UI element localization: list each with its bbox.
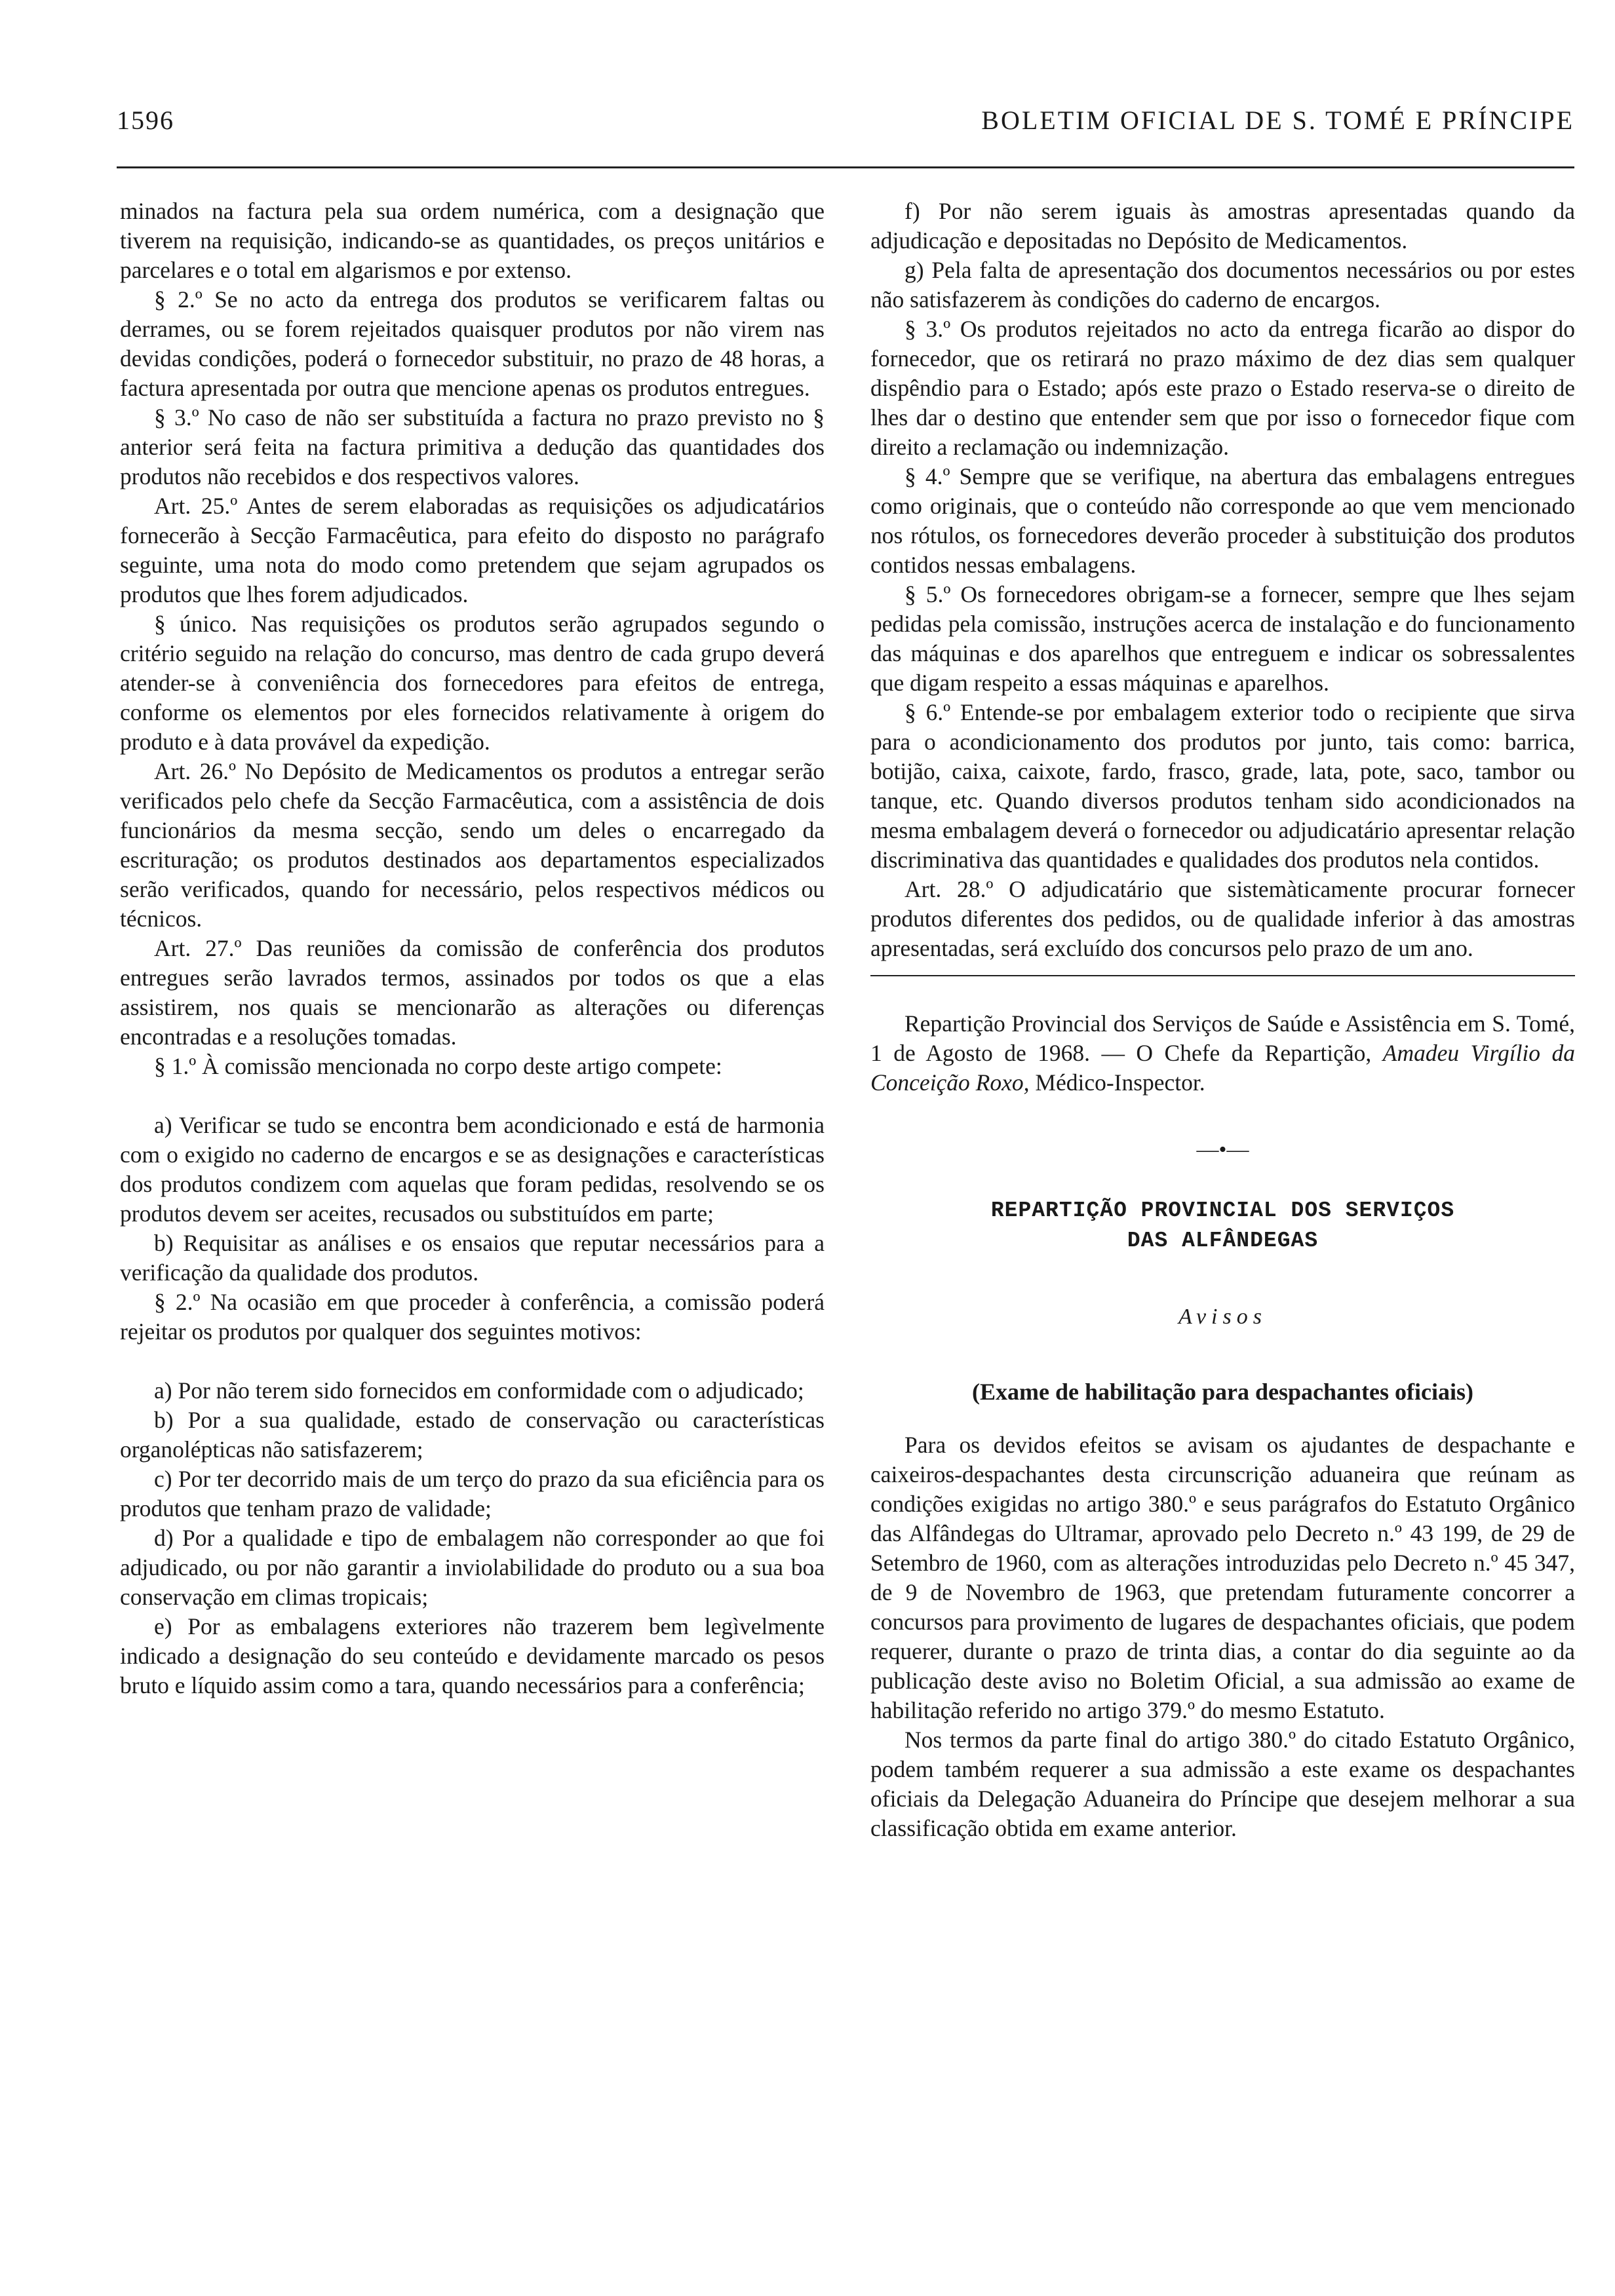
left-paragraph: a) Por não terem sido fornecidos em conformidade com o adjudicado; xyxy=(154,1377,804,1404)
notice-paragraph-2: Nos termos da parte final do artigo 380.º do citado Estatuto Orgânico, podem também requerer a sua admissão a este exame os despachantes oficiais da Delegação Aduaneira do Príncipe que desejem melhorar a sua classificação obtida em exame anterior. xyxy=(870,1727,1575,1841)
left-paragraph: Art. 25.º Antes de serem elaboradas as requisições os adjudicatários fornecerão à Secção Farmacêutica, para efeito do disposto no parágrafo seguinte, uma nota do modo como pretendem que sejam agrupados os produtos que lhes forem adjudicados. xyxy=(120,493,825,607)
ornament-divider: —•— xyxy=(1196,1138,1249,1162)
left-paragraph: a) Verificar se tudo se encontra bem acondicionado e está de harmonia com o exigido no caderno de encargos e se as designações e características dos produtos condizem com aquelas que foram pedidas, resolvendo se os produtos devem ser aceites, recusados ou substituídos em parte; xyxy=(120,1112,825,1227)
left-paragraph: Art. 27.º Das reuniões da comissão de conferência dos produtos entregues serão lavrados termos, assinados por todos os que a elas assistirem, nos quais se mencionarão as alterações ou diferenças encontradas e a resoluções tomadas. xyxy=(120,935,825,1050)
section-heading-line2: DAS ALFÂNDEGAS xyxy=(1127,1229,1319,1253)
header-rule xyxy=(117,166,1574,168)
signatory-name: Amadeu Virgílio da Conceição Roxo, xyxy=(870,1040,1575,1096)
left-paragraph: § 1.º À comissão mencionada no corpo deste artigo compete: xyxy=(154,1053,722,1079)
right-column xyxy=(870,197,1575,1843)
section-end-rule xyxy=(870,975,1575,976)
page-header xyxy=(117,105,1574,151)
left-paragraph: b) Por a sua qualidade, estado de conservação ou características organolépticas não satisfazerem; xyxy=(120,1407,825,1463)
signature-block xyxy=(870,1009,1575,1098)
right-paragraph: g) Pela falta de apresentação dos documentos necessários ou por estes não satisfazerem às condições do caderno de encargos. xyxy=(870,257,1575,313)
notice-subheading: (Exame de habilitação para despachantes oficiais) xyxy=(972,1379,1473,1405)
right-paragraph: § 5.º Os fornecedores obrigam-se a fornecer, sempre que lhes sejam pedidas pela comissão, instruções acerca de instalação e do funcionamento das máquinas e dos aparelhos que entreguem e indicar os sobressalentes que digam respeito a essas máquinas e aparelhos. xyxy=(870,581,1575,696)
left-column xyxy=(120,197,825,1700)
avisos-heading: Avisos xyxy=(1178,1305,1267,1329)
left-paragraph: d) Por a qualidade e tipo de embalagem não corresponder ao que foi adjudicado, ou por não garantir a inviolabilidade do produto ou a sua boa conservação em climas tropicais; xyxy=(120,1525,825,1610)
left-paragraph: c) Por ter decorrido mais de um terço do prazo da sua eficiência para os produtos que tenham prazo de validade; xyxy=(120,1466,825,1521)
left-paragraph: § 2.º Se no acto da entrega dos produtos se verificarem faltas ou derrames, ou se forem rejeitados quaisquer produtos por não virem nas devidas condições, poderá o fornecedor substituir, no prazo de 48 horas, a factura apresentada por outra que mencione apenas os produtos entregues. xyxy=(120,286,825,401)
left-paragraph: § 3.º No caso de não ser substituída a factura no prazo previsto no § anterior será feita na factura primitiva a dedução das quantidades dos produtos não recebidos e dos respectivos valores. xyxy=(120,404,825,489)
signatory-role: Médico-Inspector. xyxy=(1035,1069,1205,1096)
right-paragraph: § 3.º Os produtos rejeitados no acto da entrega ficarão ao dispor do fornecedor, que os retirará no prazo máximo de dez dias sem qualquer dispêndio para o Estado; após este prazo o Estado reserva-se o direito de lhes dar o destino que entender sem que por isso o fornecedor fique com direito a reclamação ou indemnização. xyxy=(870,316,1575,460)
right-paragraph: f) Por não serem iguais às amostras apresentadas quando da adjudicação e depositadas no Depósito de Medicamentos. xyxy=(870,198,1575,254)
signature-text: Repartição Provincial dos Serviços de Saúde e Assistência em S. Tomé, 1 de Agosto de 1968. — O Chefe da Repartição, xyxy=(870,1010,1575,1066)
notice-paragraph-1: Para os devidos efeitos se avisam os ajudantes de despachante e caixeiros-despachantes desta circunscrição aduaneira que reúnam as condições exigidas no artigo 380.º e seus parágrafos do Estatuto Orgânico das Alfândegas do Ultramar, aprovado pelo Decreto n.º 43 199, de 29 de Setembro de 1960, com as alterações introduzidas pelo Decreto n.º 45 347, de 9 de Novembro de 1963, que pretendam futuramente concorrer a concursos para provimento de lugares de despachantes oficiais, que podem requerer, durante o prazo de trinta dias, a contar do dia seguinte ao da publicação deste aviso no Boletim Oficial, a sua admissão ao exame de habilitação referido no artigo 379.º do mesmo Estatuto. xyxy=(870,1432,1575,1723)
section-heading-line1: REPARTIÇÃO PROVINCIAL DOS SERVIÇOS xyxy=(990,1198,1455,1223)
right-column-paragraphs xyxy=(870,197,1575,963)
running-title: BOLETIM OFICIAL DE S. TOMÉ E PRÍNCIPE xyxy=(981,105,1574,135)
left-paragraph: minados na factura pela sua ordem numérica, com a designação que tiverem na requisição, indicando-se as quantidades, os preços unitários e parcelares e o total em algarismos e por extenso. xyxy=(120,198,825,283)
right-paragraph: § 6.º Entende-se por embalagem exterior todo o recipiente que sirva para o acondicionamento dos produtos por junto, tais como: barrica, botijão, caixa, caixote, fardo, frasco, grade, lata, pote, saco, tambor ou tanque, etc. Quando diversos produtos tenham sido acondicionados na mesma embalagem deverá o fornecedor ou adjudicatário apresentar relação discriminativa das quantidades e qualidades dos produtos nela contidos. xyxy=(870,699,1575,873)
right-paragraph: § 4.º Sempre que se verifique, na abertura das embalagens entregues como originais, que o conteúdo não corresponde ao que vem mencionado nos rótulos, os fornecedores deverão proceder à substituição dos produtos contidos nessas embalagens. xyxy=(870,463,1575,578)
left-paragraph: e) Por as embalagens exteriores não trazerem bem legìvelmente indicado a designação do seu conteúdo e devidamente marcado os pesos bruto e líquido assim como a tara, quando necessários para a conferência; xyxy=(120,1613,825,1698)
left-paragraph: b) Requisitar as análises e os ensaios que reputar necessários para a verificação da qualidade dos produtos. xyxy=(120,1230,825,1286)
right-paragraph: Art. 28.º O adjudicatário que sistemàticamente procurar fornecer produtos diferentes dos pedidos, ou de qualidade inferior à das amostras apresentadas, será excluído dos concursos pelo prazo de um ano. xyxy=(870,876,1575,961)
left-paragraph: § 2.º Na ocasião em que proceder à conferência, a comissão poderá rejeitar os produtos por qualquer dos seguintes motivos: xyxy=(120,1289,825,1345)
page-number: 1596 xyxy=(117,105,174,135)
left-paragraph: § único. Nas requisições os produtos serão agrupados segundo o critério seguido na relação do concurso, mas dentro de cada grupo deverá atender-se à conveniência dos fornecedores para efeitos de entrega, conforme os elementos por eles fornecidos relativamente à origem do produto e à data provável da expedição. xyxy=(120,611,825,755)
left-paragraph: Art. 26.º No Depósito de Medicamentos os produtos a entregar serão verificados pelo chefe da Secção Farmacêutica, com a assistência de dois funcionários da mesma secção, sendo um deles o encarregado da escrituração; os produtos destinados aos departamentos especializados serão verificados, quando for necessário, pelos respectivos médicos ou técnicos. xyxy=(120,758,825,932)
